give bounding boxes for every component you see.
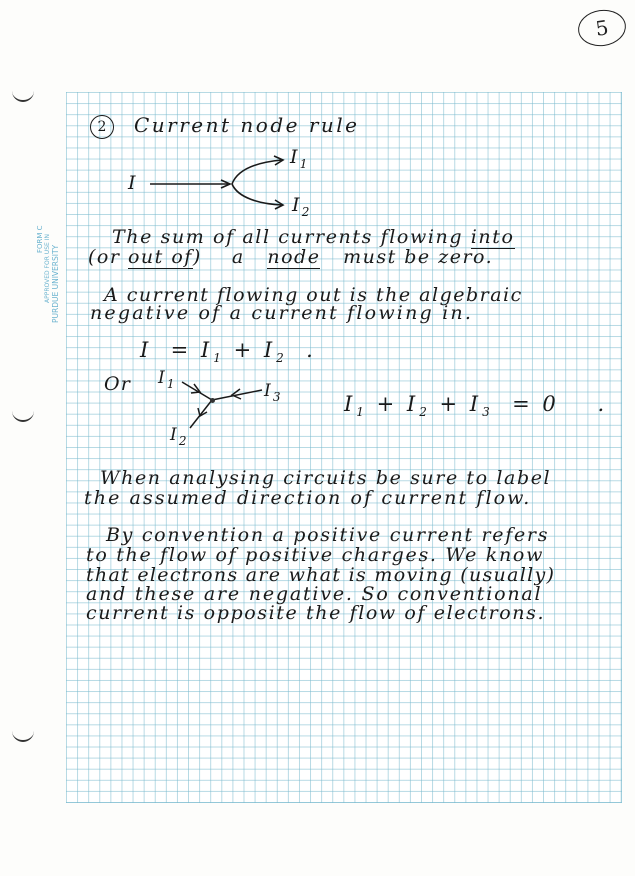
convention-line-5: current is opposite the flow of electrons. <box>86 602 546 624</box>
binder-hole-mark <box>12 90 34 102</box>
stamp-line-1: FORM C <box>36 225 44 253</box>
binder-hole-mark <box>12 730 34 742</box>
stamp-line-3: PURDUE UNIVERSITY <box>51 244 60 323</box>
diagram2-i1-label: $I_1$ <box>158 368 176 391</box>
negative-line-2: negative of a current flowing in. <box>90 302 474 324</box>
analysing-line-2: the assumed direction of current flow. <box>84 487 532 509</box>
convention-line-4: and these are negative. So conventional <box>86 583 543 605</box>
convention-line-3: that electrons are what is moving (usually) <box>86 564 556 586</box>
convention-line-1: By convention a positive current refers <box>106 524 550 546</box>
analysing-line-1: When analysing circuits be sure to label <box>100 467 552 489</box>
diagram2-i2-label: $I_2$ <box>170 425 188 448</box>
equation-1: $I = I_1 + I_2$ . <box>140 338 316 365</box>
diagram1-output2-label: $I_2$ <box>292 194 311 219</box>
equation-2: $I_1 + I_2 + I_3 = 0$ . <box>344 392 608 419</box>
rule-line-2: (or out of) a node must be zero. <box>88 246 494 268</box>
page-number: 5 <box>576 7 629 49</box>
heading-title: Current node rule <box>134 113 360 137</box>
node-dot <box>210 398 215 403</box>
convention-line-2: to the flow of positive charges. We know <box>86 544 545 566</box>
diagram2-i3-label: $I_3$ <box>264 381 282 404</box>
paper-form-stamp <box>36 205 60 325</box>
stamp-line-2: APPROVED FOR USE IN <box>44 234 51 303</box>
diagram1-output1-label: $I_1$ <box>290 146 309 171</box>
binder-hole-mark <box>12 410 34 422</box>
heading-number: 2 <box>90 115 114 139</box>
or-label: Or <box>104 373 132 395</box>
negative-line-1: A current flowing out is the algebraic <box>104 284 523 306</box>
rule-line-1: The sum of all currents flowing into <box>112 226 515 248</box>
diagram1-input-label: I <box>128 172 137 194</box>
